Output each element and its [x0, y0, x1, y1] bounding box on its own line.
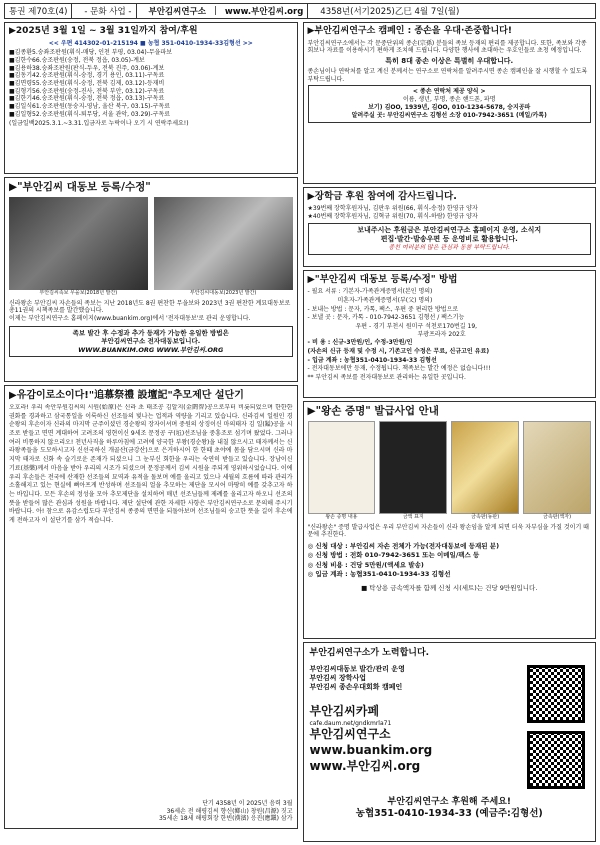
- site-url-2[interactable]: www.부안김씨.org: [309, 758, 421, 773]
- certificate-body: "신라왕손" 증명 발급사업은 우리 부안김씨 자손들이 신라 왕손임을 알게 되면 더욱 자부심을 가질 것이기 때문에 추진한다.: [307, 523, 589, 539]
- scholarship-title: ▶장학금 후원 참여에 감사드립니다.: [307, 191, 457, 202]
- footer-title: 부안김씨연구소가 노력합니다.: [309, 648, 430, 658]
- scholarship-box-1: 보내주시는 후원금은 부안김씨연구소 홈페이지 운영, 소식지: [357, 225, 542, 234]
- footer-item: 부안김씨 장학사업: [309, 673, 367, 682]
- issue-date: 4358년(서기2025)乙巳 4월 7일(월): [320, 7, 460, 17]
- contact-form: [308, 85, 592, 122]
- scholarship-line-2: ★40번째 장학후원자님, 김혁규 위원(70, 휘식-하람) 한영규 양자: [307, 213, 478, 221]
- regret-sign-1: 36세손 전 해평김씨 향신(鄕山) 창원(昌源) 짓고: [166, 807, 293, 815]
- left-column: [4, 22, 298, 845]
- certificate-title: ▶"왕손 증명" 발급사업 안내: [307, 405, 439, 417]
- org-website: www.부안김씨.org: [224, 7, 304, 17]
- issue-number: 통권 제70호(4): [9, 7, 68, 17]
- certificate-photo-2: [379, 421, 447, 515]
- certificate-section: [303, 401, 597, 639]
- page-header: 통권 제70호(4) - 문화 사업 - 부안김씨연구소 | www.부안김씨.org 4358년(서기2025)乙巳 4월 7일(월): [4, 3, 596, 19]
- site-url-1[interactable]: www.buankim.org: [309, 742, 433, 757]
- donation-account: << 우편 414302-01-215194 ■ 농협 351-0410-1934-33김형선 >>: [48, 39, 253, 47]
- donor-item: ■김용하38.숭좌조판원(판식-두우, 전북 진주, 03.06)-계보: [9, 64, 165, 72]
- method-line: - 전자대동보에만 등재, 수정됩니다. 책족보는 발간 예정은 없습니다!!!: [307, 365, 491, 373]
- method-line: - 필요 서류 : 기본자-가족관계증명서(본인 명의): [307, 288, 433, 296]
- certificate-photo-1: [308, 421, 376, 515]
- registry-title: ▶"부안김씨 대동보 등록/수정": [9, 181, 151, 193]
- regret-section: [4, 385, 298, 829]
- scholarship-notice: [308, 223, 592, 255]
- donor-item: ■김한기46.숭조판원(휘식-숭정, 전북 정읍, 03.13)-구독료: [9, 95, 165, 103]
- regret-sign-2: 35세손 18세 해평회장 한빈(漢濱) 응진(應鎭) 삼가: [158, 815, 293, 823]
- registry-photos: [9, 197, 293, 297]
- certificate-caption: 금액 표지: [402, 514, 424, 521]
- form-send-to: 알려주실 곳: 부안김씨연구소 김형선 소장 010-7942-3651 (메일/카톡): [351, 111, 547, 119]
- donor-item: ■김형기56.숭조판원(숭정-진사, 전북 부안, 03.12)-구독료: [9, 87, 165, 95]
- donation-note: (일금일백2025.3.1.~3.31.입금자로 누락이나 오기 시 연락주세요!): [9, 120, 189, 128]
- registry-section: [4, 177, 298, 382]
- site-title: 부안김씨연구소: [309, 727, 391, 742]
- form-example: 보기) 김OO, 1939년, 김OO, 010-1234-5678, 승지공파: [368, 104, 531, 112]
- notice-line-1: 족보 발간 후 수정과 추가 등재가 가능한 유일한 방법은: [72, 328, 229, 337]
- registry-body: 신라왕손 부안김씨 자손들의 족보는 지난 2018년도 8권 편찬한 무을보와 2023년 3권 편찬한 계묘대동보로 총11권의 시책족보를 발간했습니다.: [9, 299, 291, 315]
- scholarship-line-1: ★39번째 장학후원자님, 김판우 위원(66, 휘식-송정) 한영규 양자: [307, 205, 478, 213]
- form-title: < 종손 연락처 제공 양식 >: [412, 88, 486, 96]
- campaign-highlight: 특히 8대 종손 이상은 특별히 우대합니다.: [385, 57, 514, 66]
- notice-line-2: 부안김씨연구소 전자대동보입니다.: [101, 337, 201, 346]
- donor-item: ■김한수66.숭조판원(숭정, 전북 정읍, 03.05)-계보: [9, 57, 145, 65]
- campaign-section: [303, 22, 597, 184]
- campaign-body-2: 종손님이나 연락처를 알고 계신 분께서는 연구소로 연락처를 알려주시면 종손 캠페인을 잘 시행할 수 있도록 부탁드립니다.: [307, 68, 588, 83]
- donor-item: ■김동기42.숭조판원(휘식-숭정, 경기 용인, 03.11)-구독료: [9, 72, 165, 80]
- certificate-item: ◎ 신청 비용 : 건당 5만원/(액세요 발송): [307, 560, 424, 569]
- donation-section: [4, 22, 298, 174]
- certificate-caption: 왕손 증명 내용: [325, 514, 358, 521]
- certificate-photo-3: [451, 421, 519, 515]
- regret-body: 오호라! 우리 속안부원김씨의 시원(始原)은 신라 초 태조공 김알지(金閼智)공으로부터 비롯되었으며 한한한 권화를 경과하고 삼국통일을 이룩하신 선조들의 빛나는 업적과 역량을 기리고 있습니다. 신라김씨 일원인 경순왕의 후손이자 신라의 마지막 군주이셨던 경순왕의 장자이셔며 중원의 상징이신 마의태자 김 일(鎰)공을 시조로 받들고 면면 계대하여 고려조의 영현이신 9세조 문정공 구(坵)선조님을 중흥조로 섬기며 왔었다. 그러나 여러 비통하지 않으리오! 천년사직을 하루아침에 고려에 양국한 부왕(경순왕)을 내칠 않으시고 태자께서는 신라왕족들을 도모하시고자 신선국하신 개골산(금강산)으로 은거하시어 한 한때 초야에 몸을 담으시며 신라 마지막 태자로 신화 속 슬기로운 존재가 되셨으니 그 눈부신 회한을 우리는 숙연히 받들고 있습니다. 장남이신 기료(基樂)께서 마음을 받아 우리의 시조가 되셨으며 문정공께서 김씨 시원을 주되게 영위하시었습니다. 이에 우리 후손들은 전국에 산재한 선조들의 묘역과 유적을 돌보며 예를 올리고 있으나 세월의 흐름에 따라 관리가 소홀해지고 있는 현실에 뼈아프게 반성하며 선조들의 얼을 추모하는 제단을 모시어 마땅히 예를 갖추고자 하는 바입니다. 모든 후손의 정성을 모아 추모제단을 설치하여 매년 선조님들께 제례를 올리고자 하오니 선조의 뜻을 받들어 많은 관심과 성원을 바랍니다. 제단 설단에 관한 자세한 사항은 부안김씨연구소로 문의해 주시기 바랍니다. 아! 참으로 유감스럽도다 부안김씨 종중의 면면을 되돌아보며 선조님들의 숭고한 뜻을 길이 후손에게 전하고자 이 설단기를 삼가 적습니다.: [9, 404, 293, 524]
- method-line: - 입금 계좌 : 농협351-0410-1934-33 김형선: [307, 356, 437, 364]
- qr-code-icon[interactable]: [527, 731, 585, 789]
- footer-item: 부안김씨 종손우대회화 캠페인: [309, 682, 403, 691]
- donor-item: ■김일형52.숭조판원(휘식-퇴무당, 서울 관악, 03.29)-구독료: [9, 110, 171, 118]
- campaign-body: 부안김씨연구소에서는 각 문중단위의 종손(宗孫) 분들의 족보 등재의 편리를 제공합니다. 또한, 족보와 각종 회보나 자료를 이용하시기 편하게 조치해 드립니다. 다양한 행사에 초대하는 우호인들로 초청 예정입니다.: [307, 39, 587, 55]
- method-section: [303, 270, 597, 398]
- cafe-title: 부안김씨카페: [309, 703, 380, 718]
- org-name: 부안김씨연구소: [148, 7, 206, 17]
- donation-title: ▶2025년 3월 1일 ~ 3월 31일까지 참여/후원: [9, 26, 198, 36]
- genealogy-book-photo-2: [154, 197, 293, 291]
- method-line: - 보내는 방법 : 문자, 카톡, 팩스, 우편 중 편리한 방법으로: [307, 305, 459, 313]
- certificate-item: ◎ 신청 방법 : 전화 010-7942-3651 또는 이메일/팩스 등: [307, 551, 480, 560]
- method-line: 미혼자-가족관계증명서(부(父) 명의): [337, 297, 433, 305]
- donor-item: ■김면령55.숭조판원(휘식-숭정, 전북 김제, 03.12)-등재비: [9, 80, 165, 88]
- cafe-url[interactable]: cafe.daum.net/gndkmrla71: [309, 719, 392, 727]
- method-line: ** 부안김씨 족보를 전자대동보로 관리하는 유일한 곳입니다.: [307, 374, 466, 382]
- footer-section: [303, 642, 597, 842]
- certificate-item: ◎ 입금 계좌 : 농협351-0410-1934-33 김형선: [307, 570, 451, 579]
- certificate-note: ■ 탁상용 금속액자를 함께 신청 시(세트)는 건당 9만원입니다.: [361, 583, 538, 592]
- method-line: - 비 용 : 신규-3만원/인, 수정-3만원/인: [307, 339, 413, 347]
- notice-urls[interactable]: WWW.BUANKIM.ORG WWW.부안김씨.ORG: [78, 345, 224, 354]
- scholarship-box-2: 편집·발간·발송우편 등 운영비로 활용합니다.: [380, 234, 518, 243]
- donor-list: [9, 49, 293, 118]
- certificate-caption: 금속판(액자): [543, 514, 572, 521]
- certificate-caption: 금속판(동판): [471, 514, 500, 521]
- method-line: 우편 - 경기 부천시 원미구 석천로170번길 19,: [355, 323, 478, 331]
- form-columns: 이름, 생년, 부명, 종손 핸드폰, 파명: [402, 96, 496, 104]
- appeal-line-1: 부안김씨연구소 후원해 주세요!: [387, 796, 511, 807]
- section-title: - 문화 사업 -: [84, 7, 132, 17]
- regret-title: ▶유감이로소이다!"追慕祭禮 設壇記"추모제단 설단기: [9, 390, 244, 401]
- photo-caption-1: 부안김씨족보 무을보(2018년 발간): [39, 290, 118, 297]
- method-title: ▶"부안김씨 대동보 등록/수정" 방법: [307, 274, 458, 285]
- registry-notice: [9, 326, 293, 357]
- method-line: (자손의 신규 등재 및 수정 시, 기존고인 수정은 무료, 신규고인 유료): [307, 348, 490, 356]
- appeal-line-2: 농협351-0410-1934-33 (예금주:김형선): [355, 808, 543, 820]
- scholarship-section: [303, 187, 597, 267]
- genealogy-book-photo-1: [9, 197, 148, 291]
- certificate-photo-4: [523, 421, 591, 515]
- qr-code-icon[interactable]: [527, 665, 585, 723]
- method-line: 부광프라자 202호: [417, 330, 466, 338]
- campaign-title: ▶부안김씨연구소 캠페인 : 종손을 우대·존중합니다!: [307, 26, 512, 36]
- method-line: - 보낼 곳 : 문자, 카톡 - 010-7942-3651 김형선 / 팩스기능: [307, 314, 465, 322]
- regret-date: 단기 4358년 이 2025년 음력 3월: [202, 800, 293, 807]
- certificate-items: [308, 542, 592, 580]
- right-column: [303, 22, 597, 845]
- footer-item: 부안김씨대동보 발간/관리 운영: [309, 664, 405, 673]
- registry-body-2: 이제는 부안김씨연구소 홈페이지(www.buankim.org)에서 '전자대동보'로 관리 운영합니다.: [9, 314, 251, 322]
- scholarship-box-3: 종친 여러분의 많은 관심과 동참 부탁드립니다.: [388, 243, 511, 251]
- certificate-photos: [308, 421, 592, 521]
- donor-item: ■김종환5.숭좌조판원(휘식-매당, 인천 부평, 03.04)-무을파보: [9, 49, 173, 57]
- photo-caption-2: 부안김씨대동보(2023년 발간): [189, 290, 257, 297]
- donor-item: ■김일식61.숭조판원(동숭지-영남, 울산 북구, 03.15)-구독료: [9, 103, 171, 111]
- certificate-item: ◎ 신청 대상 : 부안김씨 자손 전체가 가능(전자대동보에 등재된 분): [307, 541, 500, 550]
